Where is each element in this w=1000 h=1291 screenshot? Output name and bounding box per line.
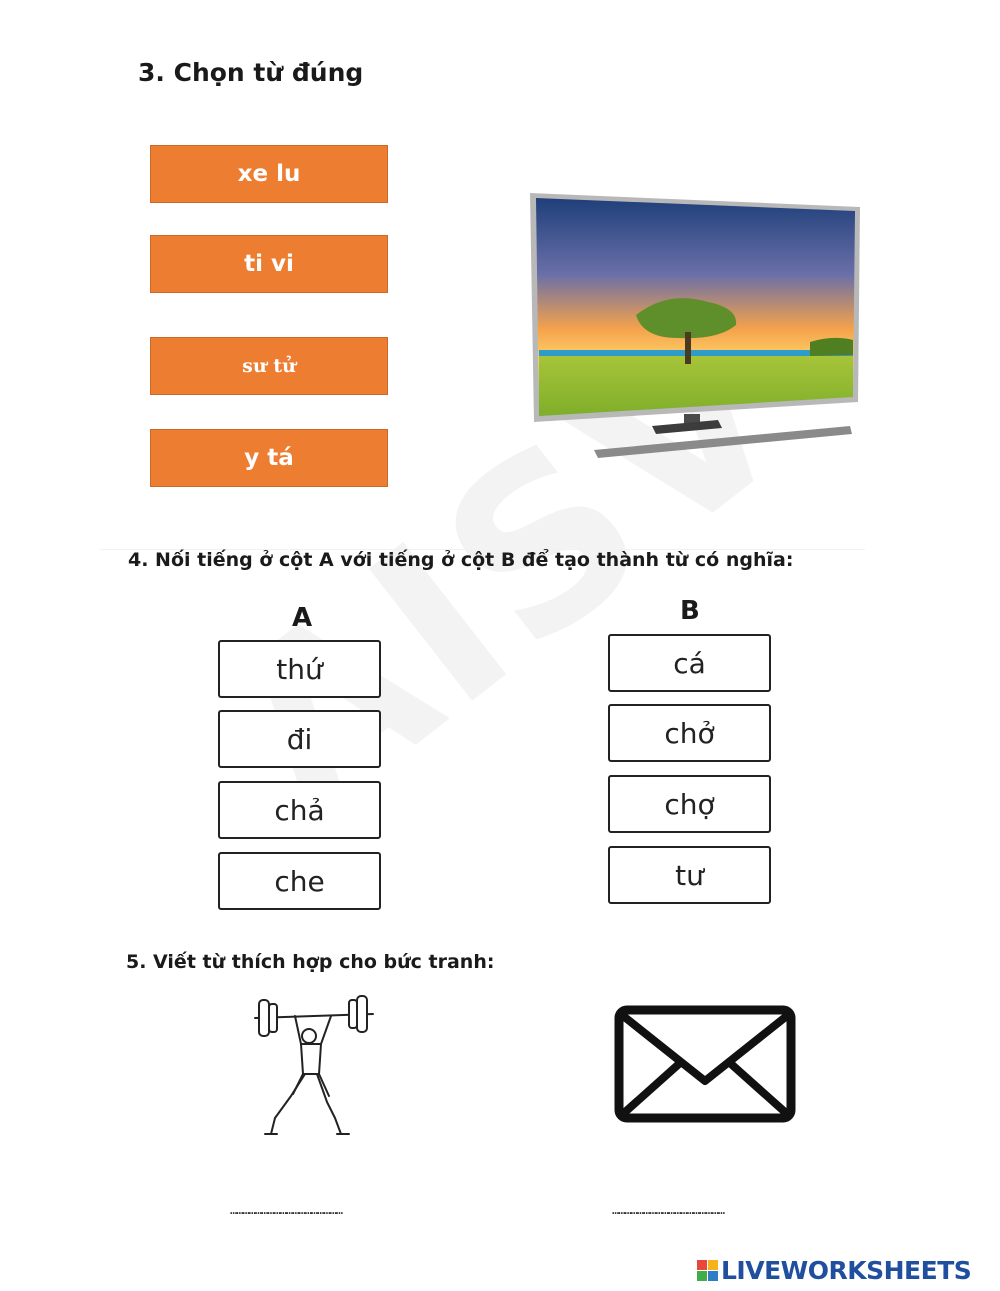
column-b-word-4[interactable]: tư [608,846,771,904]
choice-button-4[interactable]: y tá [150,429,388,487]
column-b-heading: B [680,596,700,626]
liveworksheets-logo [697,1256,971,1285]
section-5-title: 5. Viết từ thích hợp cho bức tranh: [126,951,495,973]
logo-cubes-icon [697,1260,718,1281]
column-a-word-3[interactable]: chả [218,781,381,839]
section-4-title: 4. Nối tiếng ở cột A với tiếng ở cột B để tạo thành từ có nghĩa: [128,549,794,571]
choice-button-1[interactable]: xe lu [150,145,388,203]
column-a-word-2[interactable]: đi [218,710,381,768]
column-a-word-1[interactable]: thứ [218,640,381,698]
logo-text: LIVEWORKSHEETS [721,1256,972,1285]
weightlifter-image [245,992,380,1144]
column-b-word-1[interactable]: cá [608,634,771,692]
column-a-word-4[interactable]: che [218,852,381,910]
envelope-image [612,1003,798,1125]
column-a-heading: A [292,603,313,633]
answer-blank-2[interactable]: ……………………………………………… [612,1203,725,1217]
section-3-title: 3. Chọn từ đúng [138,58,364,87]
television-image [528,190,863,462]
choice-button-2[interactable]: ti vi [150,235,388,293]
answer-blank-1[interactable]: ……………………………………………… [230,1203,343,1217]
choice-button-3[interactable]: sư tử [150,337,388,395]
column-b-word-2[interactable]: chở [608,704,771,762]
column-b-word-3[interactable]: chợ [608,775,771,833]
